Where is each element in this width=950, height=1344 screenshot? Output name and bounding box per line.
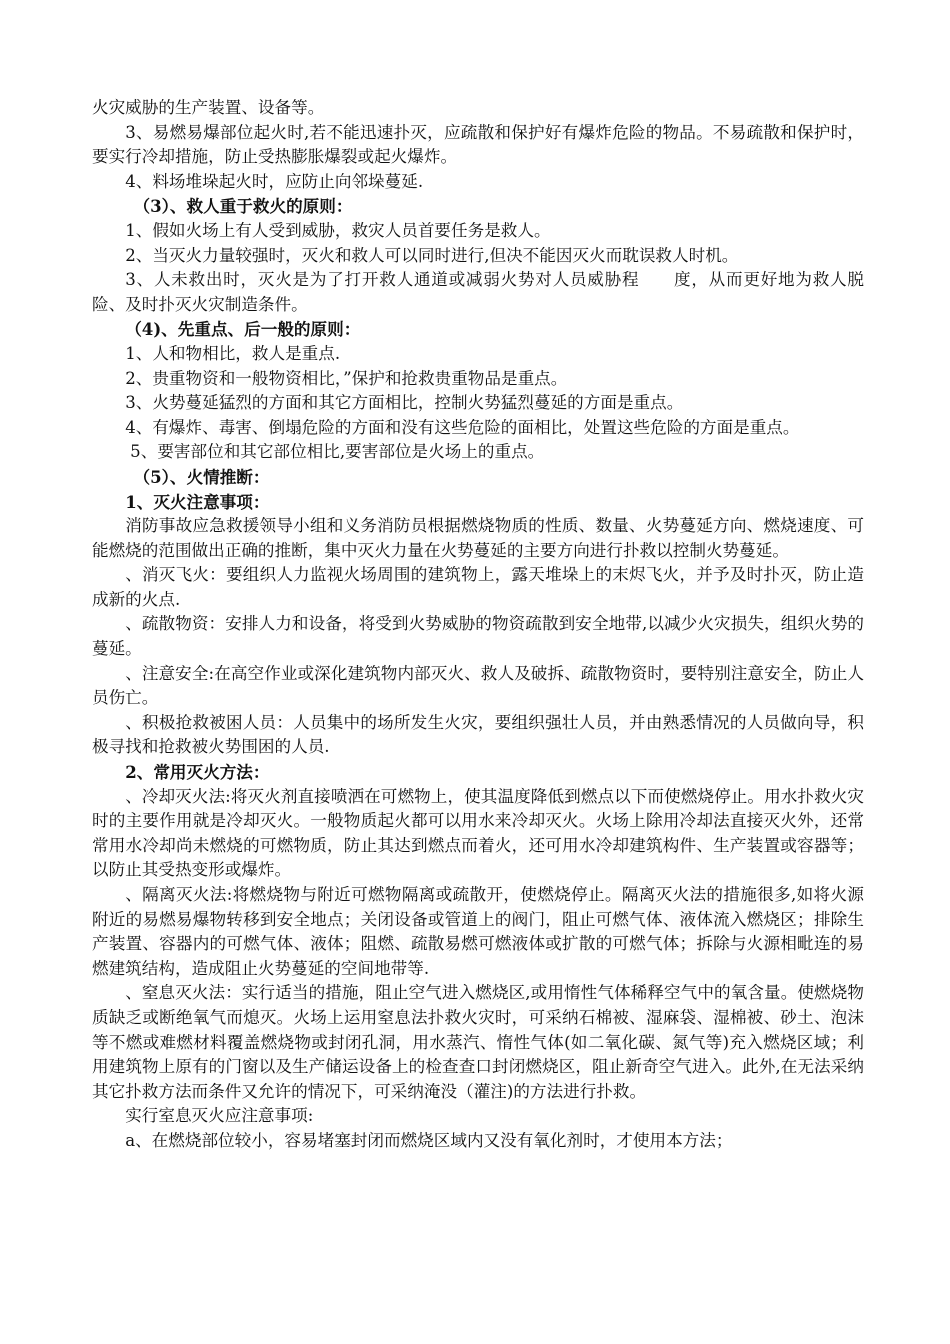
subheading-fire-notes: 1、灭火注意事项： — [125, 491, 270, 512]
paragraph-4: 1、假如火场上有人受到威胁，救灾人员首要任务是救人。 — [125, 220, 551, 240]
paragraph-1: 火灾威胁的生产装置、设备等。 — [92, 98, 325, 117]
paragraph-14: 、疏散物资：安排人力和设备，将受到火势威胁的物资疏散到安全地带,以减少火灾损失，组织火势的蔓延。 — [92, 614, 864, 659]
paragraph-13: 、消灭飞火：要组织人力监视火场周围的建筑物上，露天堆垛上的末烬飞火，并予及时扑灭，防止造成新的火点. — [92, 565, 864, 609]
paragraph-18: 、隔离灭火法:将燃烧物与附近可燃物隔离或疏散开，使燃烧停止。隔离灭火法的措施很多,如将火源附近的易燃易爆物转移到安全地点；关闭设备或管道上的阀门，阻止可燃气体、液体流入燃烧区；排除生产装置、容器内的可燃气体、液体；阻燃、疏散易燃可燃液体或扩散的可燃气体；拆除与火源相毗连的易燃建筑结构，造成阻止火势蔓延的空间地带等. — [92, 885, 864, 978]
section-heading-4: （4)、先重点、后一般的原则： — [125, 319, 361, 340]
paragraph-19: 、窒息灭火法：实行适当的措施，阻止空气进入燃烧区,或用惰性气体稀释空气中的氧含量。使燃烧物质缺乏或断绝氧气而熄灭。火场上运用窒息法扑救火灾时，可采纳石棉被、湿麻袋、湿棉被、砂土、泡沫等不燃或难燃材料覆盖燃烧物或封闭孔洞，用水蒸汽、惰性气体(如二氧化碳、氮气等)充入燃烧区域；利用建筑物上原有的门窗以及生产储运设备上的检查查口封闭燃烧区，阻止新奇空气进入。此外,在无法采纳其它扑救方法而条件又允许的情况下，可采纳淹没（灌注)的方法进行扑救。 — [92, 983, 864, 1101]
paragraph-2: 3、易燃易爆部位起火时,若不能迅速扑灭，应疏散和保护好有爆炸危险的物品。不易疏散和保护时，要实行冷却措施，防止受热膨胀爆裂或起火爆炸。 — [92, 122, 864, 167]
paragraph-15: 、注意安全:在高空作业或深化建筑物内部灭火、救人及破拆、疏散物资时，要特别注意安全，防止人员伤亡。 — [92, 663, 864, 708]
subheading-methods: 2、常用灭火方法： — [125, 762, 270, 783]
paragraph-17: 、冷却灭火法:将灭火剂直接喷洒在可燃物上，使其温度降低到燃点以下而使燃烧停止。用水扑救火灾时的主要作用就是冷却灭火。一般物质起火都可以用水来冷却灭火。火场上除用冷却法直接灭火外，还常常用水冷却尚未燃烧的可燃物质，防止其达到燃点而着火，还可用水冷却建筑构件、生产装置或容器等；以防止其受热变形或爆炸。 — [92, 786, 864, 880]
paragraph-11: 5、要害部位和其它部位相比,要害部位是火场上的重点。 — [130, 442, 545, 462]
paragraph-3: 4、料场堆垛起火时，应防止向邻垛蔓延. — [125, 171, 424, 191]
document-page — [92, 96, 864, 1154]
section-heading-5: （5）、火情推断： — [133, 466, 270, 487]
paragraph-16: 、积极抢救被困人员：人员集中的场所发生火灾，要组织强壮人员，并由熟悉情况的人员做向导，积极寻找和抢救被火势围困的人员. — [92, 712, 864, 757]
paragraph-21: a、在燃烧部位较小，容易堵塞封闭而燃烧区域内又没有氧化剂时，才使用本方法； — [125, 1130, 733, 1150]
paragraph-12: 消防事故应急救援领导小组和义务消防员根据燃烧物质的性质、数量、火势蔓延方向、燃烧速度、可能燃烧的范围做出正确的推断，集中灭火力量在火势蔓延的主要方向进行扑救以控制火势蔓延。 — [92, 516, 864, 560]
paragraph-8: 2、贵重物资和一般物资相比，”保护和抢救贵重物品是重点。 — [125, 368, 568, 388]
paragraph-9: 3、火势蔓延猛烈的方面和其它方面相比，控制火势猛烈蔓延的方面是重点。 — [125, 393, 684, 413]
paragraph-5: 2、当灭火力量较强时，灭火和救人可以同时进行,但决不能因灭火而耽误救人时机。 — [125, 245, 739, 265]
paragraph-6: 3、人未救出时，灭火是为了打开救人通道或减弱火势对人员威胁程 度，从而更好地为救人脱险、及时扑灭火灾制造条件。 — [92, 270, 864, 314]
paragraph-7: 1、人和物相比，救人是重点. — [125, 343, 341, 363]
paragraph-20: 实行室息灭火应注意事项: — [125, 1106, 314, 1126]
section-heading-3: （3）、救人重于救火的原则： — [133, 196, 353, 217]
paragraph-10: 4、有爆炸、毒害、倒塌危险的方面和没有这些危险的面相比，处置这些危险的方面是重点。 — [125, 417, 800, 437]
